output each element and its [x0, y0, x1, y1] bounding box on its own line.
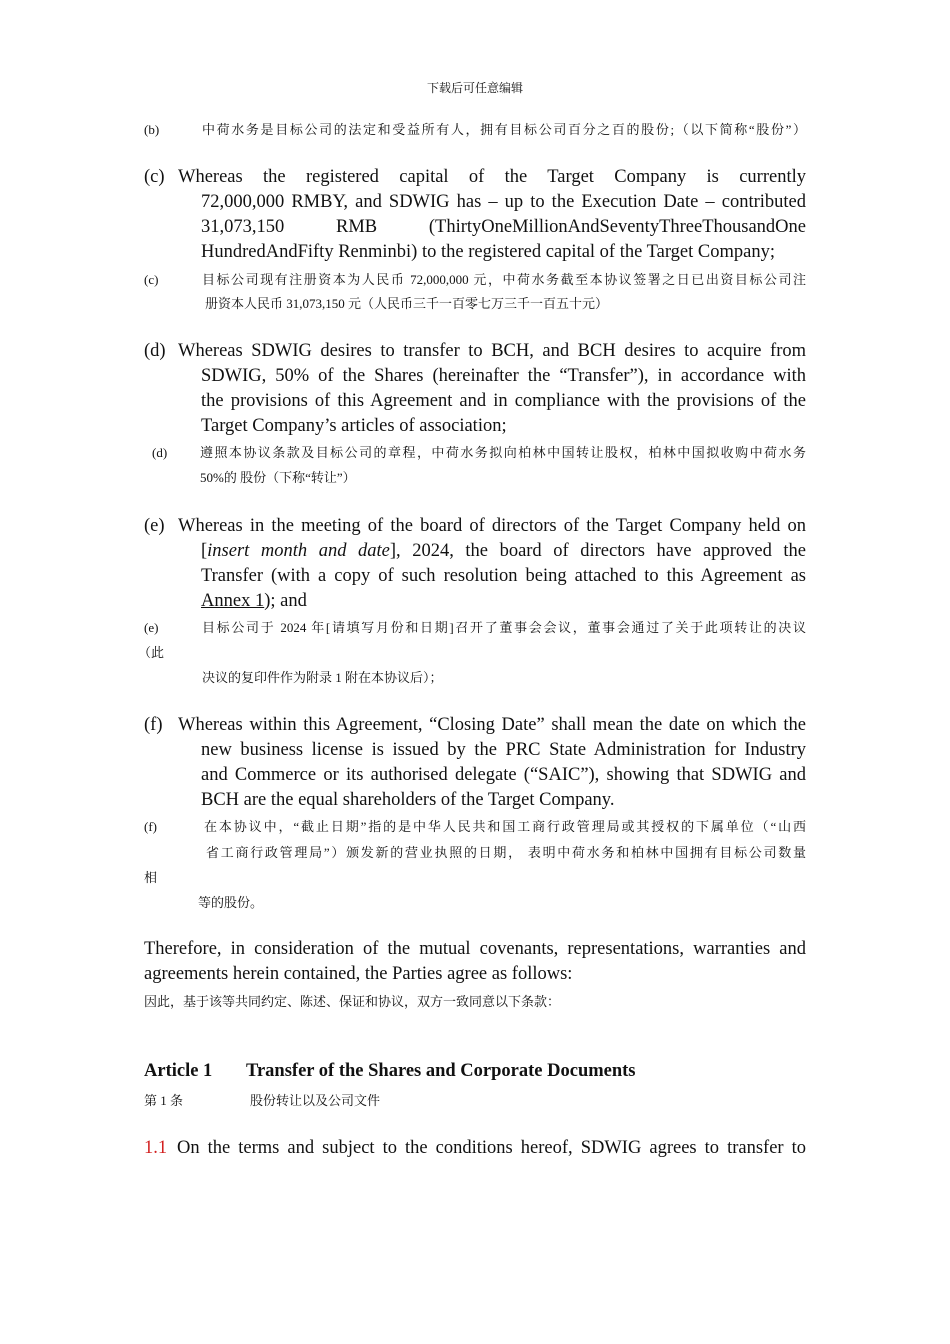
article-1-number: Article 1: [144, 1061, 213, 1081]
clause-e-en-line-4: Annex 1); and: [201, 591, 307, 611]
therefore-en-line-2: agreements herein contained, the Parties agree as follows:: [144, 964, 573, 984]
placeholder-month-date: insert month and date: [207, 541, 390, 561]
clause-f-cn-line-2-wrap: 相: [144, 870, 158, 885]
article-1-cn-heading: [144, 1090, 380, 1109]
clause-f-cn-line-1: 在本协议中，“截止日期”指的是中华人民共和国工商行政管理局或其授权的下属单位（“山西: [204, 819, 806, 834]
clause-f-cn-label: (f): [144, 819, 157, 834]
article-1-cn-title: 股份转让以及公司文件: [250, 1093, 381, 1108]
clause-e-en: [144, 514, 806, 614]
article-1-cn-number: 第 1 条: [144, 1093, 184, 1108]
clause-1-1-text: On the terms and subject to the conditions hereof, SDWIG agrees to transfer to: [177, 1138, 806, 1158]
clause-f-cn-line-2: 省工商行政管理局”）颁发新的营业执照的日期， 表明中荷水务和柏林中国拥有目标公司数量: [206, 845, 806, 860]
therefore-en: [144, 937, 806, 987]
clause-e-cn-label: (e): [144, 620, 159, 635]
clause-f-en-line-3: and Commerce or its authorised delegate (“SAIC”), showing that SDWIG and: [201, 765, 806, 785]
clause-d-en-line-3: the provisions of this Agreement and in compliance with the provisions of the: [201, 391, 806, 411]
clause-d-cn-label: (d): [152, 445, 168, 460]
clause-d-en-line-1: (d) Whereas SDWIG desires to transfer to BCH, and BCH desires to acquire from: [144, 339, 806, 364]
clause-f-cn-line-3: 等的股份。: [198, 895, 264, 910]
therefore-en-line-1: Therefore, in consideration of the mutual covenants, representations, warranties and: [144, 939, 806, 959]
clause-e-cn-line-1: 目标公司于 2024 年[请填写月份和日期]召开了董事会会议，董事会通过了关于此项转让的决议: [202, 620, 806, 635]
clause-b-cn-text: 中荷水务是目标公司的法定和受益所有人，拥有目标公司百分之百的股份;（以下简称“股份”）: [202, 122, 806, 137]
annex-1-link[interactable]: Annex 1: [201, 591, 265, 611]
clause-e-cn-line-2: 决议的复印件作为附录 1 附在本协议后）；: [202, 670, 443, 685]
clause-1-1-number: 1.1: [144, 1138, 168, 1158]
clause-c-cn-label: (c): [144, 272, 159, 287]
clause-d-en-line-2: SDWIG, 50% of the Shares (hereinafter the “Transfer”), in accordance with: [201, 366, 806, 386]
clause-e-cn-line-1-wrap: （此: [138, 645, 165, 660]
clause-f-en-line-4: BCH are the equal shareholders of the Target Company.: [201, 790, 615, 810]
clause-e-en-line-3: Transfer (with a copy of such resolution being attached to this Agreement as: [201, 566, 806, 586]
clause-d-en-label: (d): [144, 341, 166, 361]
clause-1-1: [144, 1136, 806, 1161]
clause-e-en-label: (e): [144, 516, 165, 536]
clause-f-en-label: (f): [144, 715, 163, 735]
clause-f-en: [144, 713, 806, 813]
clause-d-en: [144, 339, 806, 439]
clause-f-en-line-2: new business license is issued by the PRC State Administration for Industry: [201, 740, 806, 760]
therefore-cn-text: 因此，基于该等共同约定、陈述、保证和协议，双方一致同意以下条款：: [144, 994, 561, 1009]
clause-c-cn-line-1: 目标公司现有注册资本为人民币 72,000,000 元，中荷水务截至本协议签署之日已出资目标公司注: [202, 272, 806, 287]
clause-c-en-line-3: 31,073,150 RMB (ThirtyOneMillionAndSeventyThreeThousandOne: [201, 217, 806, 237]
clause-e-en-line-2: [insert month and date], 2024, the board of directors have approved the: [201, 541, 806, 561]
clause-c-cn-line-2: 册资本人民币 31,073,150 元（人民币三千一百零七万三千一百五十元）: [205, 296, 609, 311]
clause-b-cn-label: (b): [144, 122, 160, 137]
clause-c-en-label: (c): [144, 167, 165, 187]
clause-c-en-line-2: 72,000,000 RMBY, and SDWIG has – up to the Execution Date – contributed: [201, 192, 806, 212]
clause-e-en-line-1: (e) Whereas in the meeting of the board of directors of the Target Company held on: [144, 514, 806, 539]
clause-d-en-line-4: Target Company’s articles of association;: [201, 416, 507, 436]
article-1-heading: [144, 1061, 636, 1082]
page-header: 下载后可任意编辑: [426, 81, 523, 95]
clause-d-cn-line-1: 遵照本协议条款及目标公司的章程，中荷水务拟向柏林中国转让股权，柏林中国拟收购中荷水务: [200, 445, 806, 460]
clause-f-en-line-1: (f) Whereas within this Agreement, “Closing Date” shall mean the date on which the: [144, 713, 806, 738]
clause-c-en: [144, 165, 806, 265]
article-1-title: Transfer of the Shares and Corporate Documents: [246, 1061, 636, 1081]
clause-c-en-line-4: HundredAndFifty Renminbi) to the registered capital of the Target Company;: [201, 242, 775, 262]
clause-d-cn-line-2: 50%的 股份（下称“转让”）: [200, 470, 356, 485]
clause-1-1-line-1: [144, 1136, 806, 1161]
clause-c-en-line-1: (c) Whereas the registered capital of the Target Company is currently: [144, 165, 806, 190]
